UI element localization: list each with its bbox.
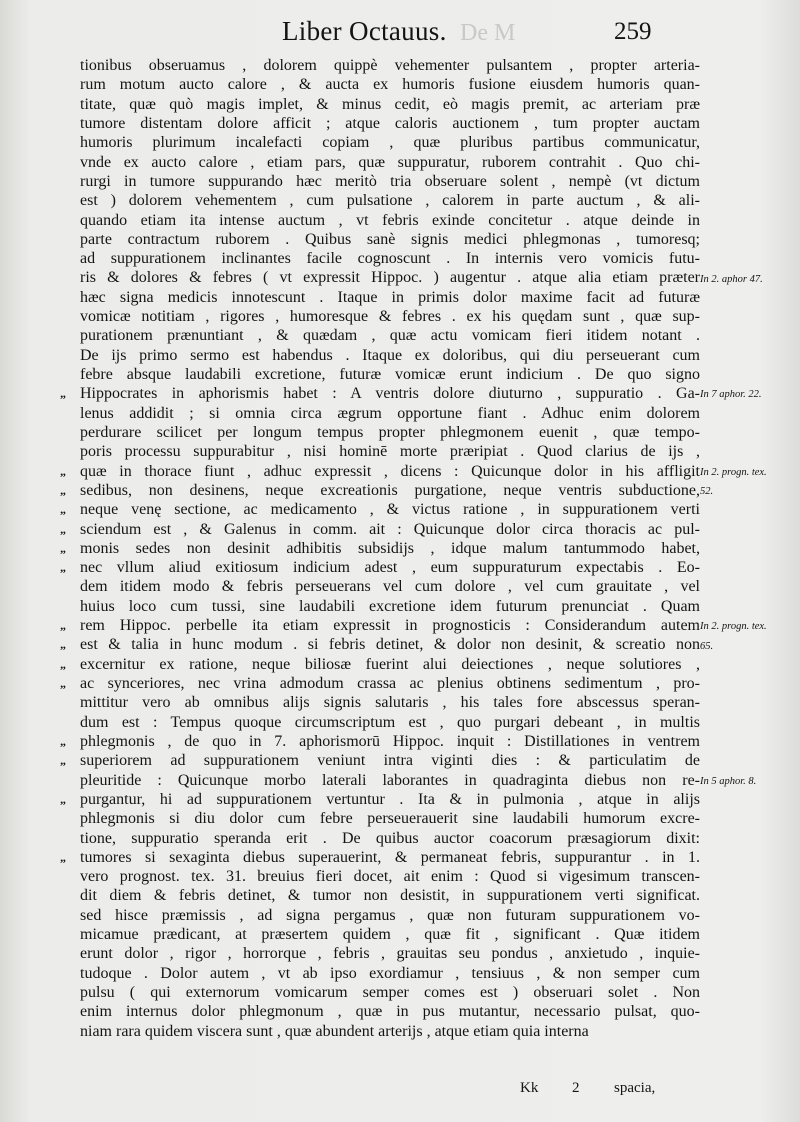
line-text: dum est : Tempus quoque circumscriptum est , quo purgari debeant , in multis	[80, 713, 700, 731]
quotation-mark: „	[60, 791, 66, 806]
line-text: rurgi in tumore suppurando hæc meritò tria obseruare solent , nempè (vt dictum	[80, 172, 700, 190]
running-title: Liber Octauus.	[282, 16, 447, 46]
margin-note: 52.	[700, 486, 714, 498]
text-line	[60, 886, 700, 905]
text-line	[60, 539, 700, 558]
text-line	[60, 848, 700, 867]
text-line	[60, 790, 700, 809]
margin-note: 65.	[700, 640, 714, 652]
text-line	[60, 655, 700, 674]
quotation-mark: „	[60, 618, 66, 633]
line-text: est ) dolorem vehementem , cum pulsatione , calorem in parte auctum , & ali-	[80, 192, 700, 210]
text-line	[60, 829, 700, 848]
line-text: tudoque . Dolor autem , vt ab ipso exordiamur , tensiuus , & non semper cum	[80, 964, 700, 982]
text-line	[60, 558, 700, 577]
show-through-text: De M	[460, 20, 516, 46]
line-text: superiorem ad suppurationem veniunt intra viginti dies : & particulatim de	[80, 752, 700, 770]
line-text: rum motum aucto calore , & aucta ex humoris fusione eiusdem humoris quan-	[80, 76, 700, 94]
text-line	[60, 307, 700, 326]
quotation-mark: „	[60, 540, 66, 555]
line-text: phlegmonis si diu dolor cum febre perseuerauerit sine laudabili humorum excre-	[80, 810, 700, 828]
text-line	[60, 983, 700, 1002]
text-line	[60, 500, 700, 519]
margin-note: In 2. progn. tex.	[700, 466, 767, 478]
line-text: Hippocrates in aphorismis habet : A ventris dolore diuturno , suppuratio . Ga-	[80, 385, 700, 403]
text-line	[60, 384, 700, 403]
quotation-mark: „	[60, 502, 66, 517]
line-text: poris processu suppurabitur , nisi hominē morte præripiat . Quod clarius de ijs ,	[80, 443, 700, 461]
text-line	[60, 1022, 700, 1041]
line-text: mittitur vero ab omnibus alijs signis salutaris , his tales fore abscessus speran-	[80, 694, 700, 712]
line-text: perdurare scilicet per longum tempus propter phlegmonem euenit , quæ tempo-	[80, 423, 700, 441]
page-number: 259	[614, 18, 652, 45]
text-line	[60, 95, 700, 114]
text-line	[60, 211, 700, 230]
quotation-mark: „	[60, 656, 66, 671]
text-line	[60, 597, 700, 616]
line-text: humoris plurimum incalefacti copiam , quæ pluribus partibus communicatur,	[80, 134, 700, 152]
line-text: micamue prædicant, at præsertem quidem , quæ fit , significant . Quæ itidem	[80, 926, 700, 944]
text-line	[60, 577, 700, 596]
line-text: titate, quæ quò magis implet, & minus cedit, eò magis premit, ac arteriam præ	[80, 95, 700, 113]
body-text	[60, 56, 700, 1041]
line-text: nec vllum aliud exitiosum indicium adest , eum suppuraturum expectabis . Eo-	[80, 559, 700, 577]
line-text: dem itidem modo & febris perseuerans vel cum dolore , vel cum grauitate , vel	[80, 578, 700, 596]
text-line	[60, 326, 700, 345]
running-head	[0, 14, 800, 48]
line-text: ris & dolores & febres ( vt expressit Hippoc. ) augentur . atque alia etiam præter	[80, 269, 700, 287]
line-text: ac synceriores, nec vrina admodum crassa ac plenius obtinens sedimentum , pro-	[80, 675, 700, 692]
text-line	[60, 114, 700, 133]
margin-note: In 2. aphor 47.	[700, 273, 763, 285]
line-text: vomicæ notitiam , rigores , humoresque & febres . ex his quędam sunt , quæ sup-	[80, 308, 700, 326]
text-line	[60, 751, 700, 770]
margin-note: In 2. progn. tex.	[700, 621, 767, 633]
line-text: rem Hippoc. perbelle ita etiam expressit in prognosticis : Considerandum autem	[80, 617, 700, 635]
line-text: vnde ex aucto calore , etiam pars, quæ suppuratur, ruborem contrahit . Quo chi-	[80, 153, 700, 171]
line-text: sciendum est , & Galenus in comm. ait : Quicunque dolor circa thoracis ac pul-	[80, 520, 700, 538]
line-text: tionibus obseruamus , dolorem quippè vehementer pulsantem , propter arteria-	[80, 57, 700, 74]
text-line	[60, 230, 700, 249]
quotation-mark: „	[60, 482, 66, 497]
text-line	[60, 288, 700, 307]
quotation-mark: „	[60, 463, 66, 478]
line-text: hæc signa medicis innotescunt . Itaque in primis dolor maxime facit ad futuræ	[80, 288, 700, 306]
text-line	[60, 481, 700, 500]
text-line	[60, 944, 700, 963]
text-line	[60, 1002, 700, 1021]
line-text: sedibus, non desinens, neque excreationis purgatione, neque ventris subductione,	[80, 481, 700, 499]
text-line	[60, 56, 700, 75]
text-line	[60, 616, 700, 635]
text-line	[60, 809, 700, 828]
line-text: parte contractum ruborem . Quibus sanè signis medici phlegmonas , tumoresq;	[80, 230, 700, 248]
line-text: niam rara quidem viscera sunt , quæ abundent arterijs , atque etiam quia interna	[80, 1022, 589, 1040]
text-line	[60, 732, 700, 751]
line-text: De ijs primo sermo est habendus . Itaque ex doloribus, qui diu perseuerant cum	[80, 346, 700, 364]
text-line	[60, 906, 700, 925]
line-text: vero prognost. tex. 31. breuius fieri docet, ait enim : Quod si vigesimum transcen-	[80, 868, 700, 886]
line-text: pleuritide : Quicunque morbo laterali laborantes in quadraginta diebus non re-	[80, 771, 700, 789]
text-line	[60, 172, 700, 191]
quotation-mark: „	[60, 753, 66, 768]
line-text: tione, suppuratio speranda erit . De quibus auctor coacorum præsagiorum dixit:	[80, 829, 700, 847]
text-line	[60, 693, 700, 712]
line-text: febre absque laudabili excretione, futuræ vomicæ erunt indicium . De quo signo	[80, 366, 700, 383]
line-text: enim internus dolor phlegmonum , quæ in pus mutantur, necessario pulsat, quo-	[80, 1003, 700, 1021]
text-line	[60, 462, 700, 481]
line-text: ad suppurationem inclinantes facile cognoscunt . In internis vero vomicis futu-	[80, 250, 700, 268]
line-text: erunt dolor , rigor , horrorque , febris , grauitas seu pondus , anxietudo , inquie-	[80, 945, 700, 963]
margin-note: In 7 aphor. 22.	[700, 389, 762, 401]
text-line	[60, 964, 700, 983]
quotation-mark: „	[60, 733, 66, 748]
text-line	[60, 925, 700, 944]
text-line	[60, 442, 700, 461]
signature-mark: Kk	[520, 1080, 539, 1096]
text-line	[60, 635, 700, 654]
catchword: spacia,	[614, 1080, 656, 1096]
line-text: quando etiam ita intense auctum , vt febris exinde concitetur . atque deinde in	[80, 211, 700, 229]
text-line	[60, 75, 700, 94]
text-line	[60, 153, 700, 172]
line-text: purationem prænuntiant , & quædam , quæ actu vomicam fieri itidem notant .	[80, 327, 700, 345]
text-line	[60, 771, 700, 790]
text-line	[60, 191, 700, 210]
text-line	[60, 365, 700, 384]
quotation-mark: „	[60, 386, 66, 401]
line-text: neque venę sectione, ac medicamento , & victus ratione , in suppurationem verti	[80, 501, 700, 519]
signature-number: 2	[572, 1080, 580, 1096]
line-text: lenus addidit ; si omnia circa ægrum opportune fiant . Adhuc enim dolorem	[80, 404, 700, 422]
line-text: quæ in thorace fiunt , adhuc expressit , dicens : Quicunque dolor in his affligit	[80, 462, 700, 480]
line-text: huius loco cum tussi, sine laudabili excretione idem futurum prenunciat . Quam	[80, 597, 700, 615]
text-line	[60, 423, 700, 442]
text-line	[60, 520, 700, 539]
text-line	[60, 249, 700, 268]
line-text: phlegmonis , de quo in 7. aphorismorū Hippoc. inquit : Distillationes in ventrem	[80, 732, 700, 750]
line-text: monis sedes non desinit adhibitis subsidijs , idque malum tantummodo habet,	[80, 539, 700, 557]
text-line	[60, 133, 700, 152]
quotation-mark: „	[60, 676, 66, 690]
text-line	[60, 674, 700, 693]
text-line	[60, 867, 700, 886]
quotation-mark: „	[60, 637, 66, 652]
line-text: pulsu ( qui externorum vomicarum semper comes est ) obseruari solet . Non	[80, 984, 700, 1001]
line-text: dit diem & febris detinet, & tumor non desistit, in suppurationem verti significat.	[80, 887, 700, 905]
line-text: tumores si sexaginta diebus superauerint, & permaneat febris, suppurantur . in 1.	[80, 848, 700, 866]
quotation-mark: „	[60, 521, 66, 536]
text-line	[60, 713, 700, 732]
quotation-mark: „	[60, 849, 66, 864]
text-line	[60, 268, 700, 287]
line-text: sed hisce præmissis , ad signa pergamus , quæ non futuram suppurationem vo-	[80, 906, 700, 924]
line-text: est & talia in hunc modum . si febris detinet, & dolor non desinit, & screatio non	[80, 636, 700, 654]
text-line	[60, 346, 700, 365]
quotation-mark: „	[60, 560, 66, 575]
margin-note: In 5 aphor. 8.	[700, 775, 757, 787]
line-text: tumore distentam dolore afficit ; atque caloris auctionem , tum propter auctam	[80, 114, 700, 132]
text-line	[60, 404, 700, 423]
line-text: excernitur ex ratione, neque biliosæ fuerint alui deiectiones , neque solutiores ,	[80, 655, 700, 673]
page-footer	[0, 1080, 800, 1102]
line-text: purgantur, hi ad suppurationem vertuntur . Ita & in pulmonia , atque in alijs	[80, 790, 700, 808]
